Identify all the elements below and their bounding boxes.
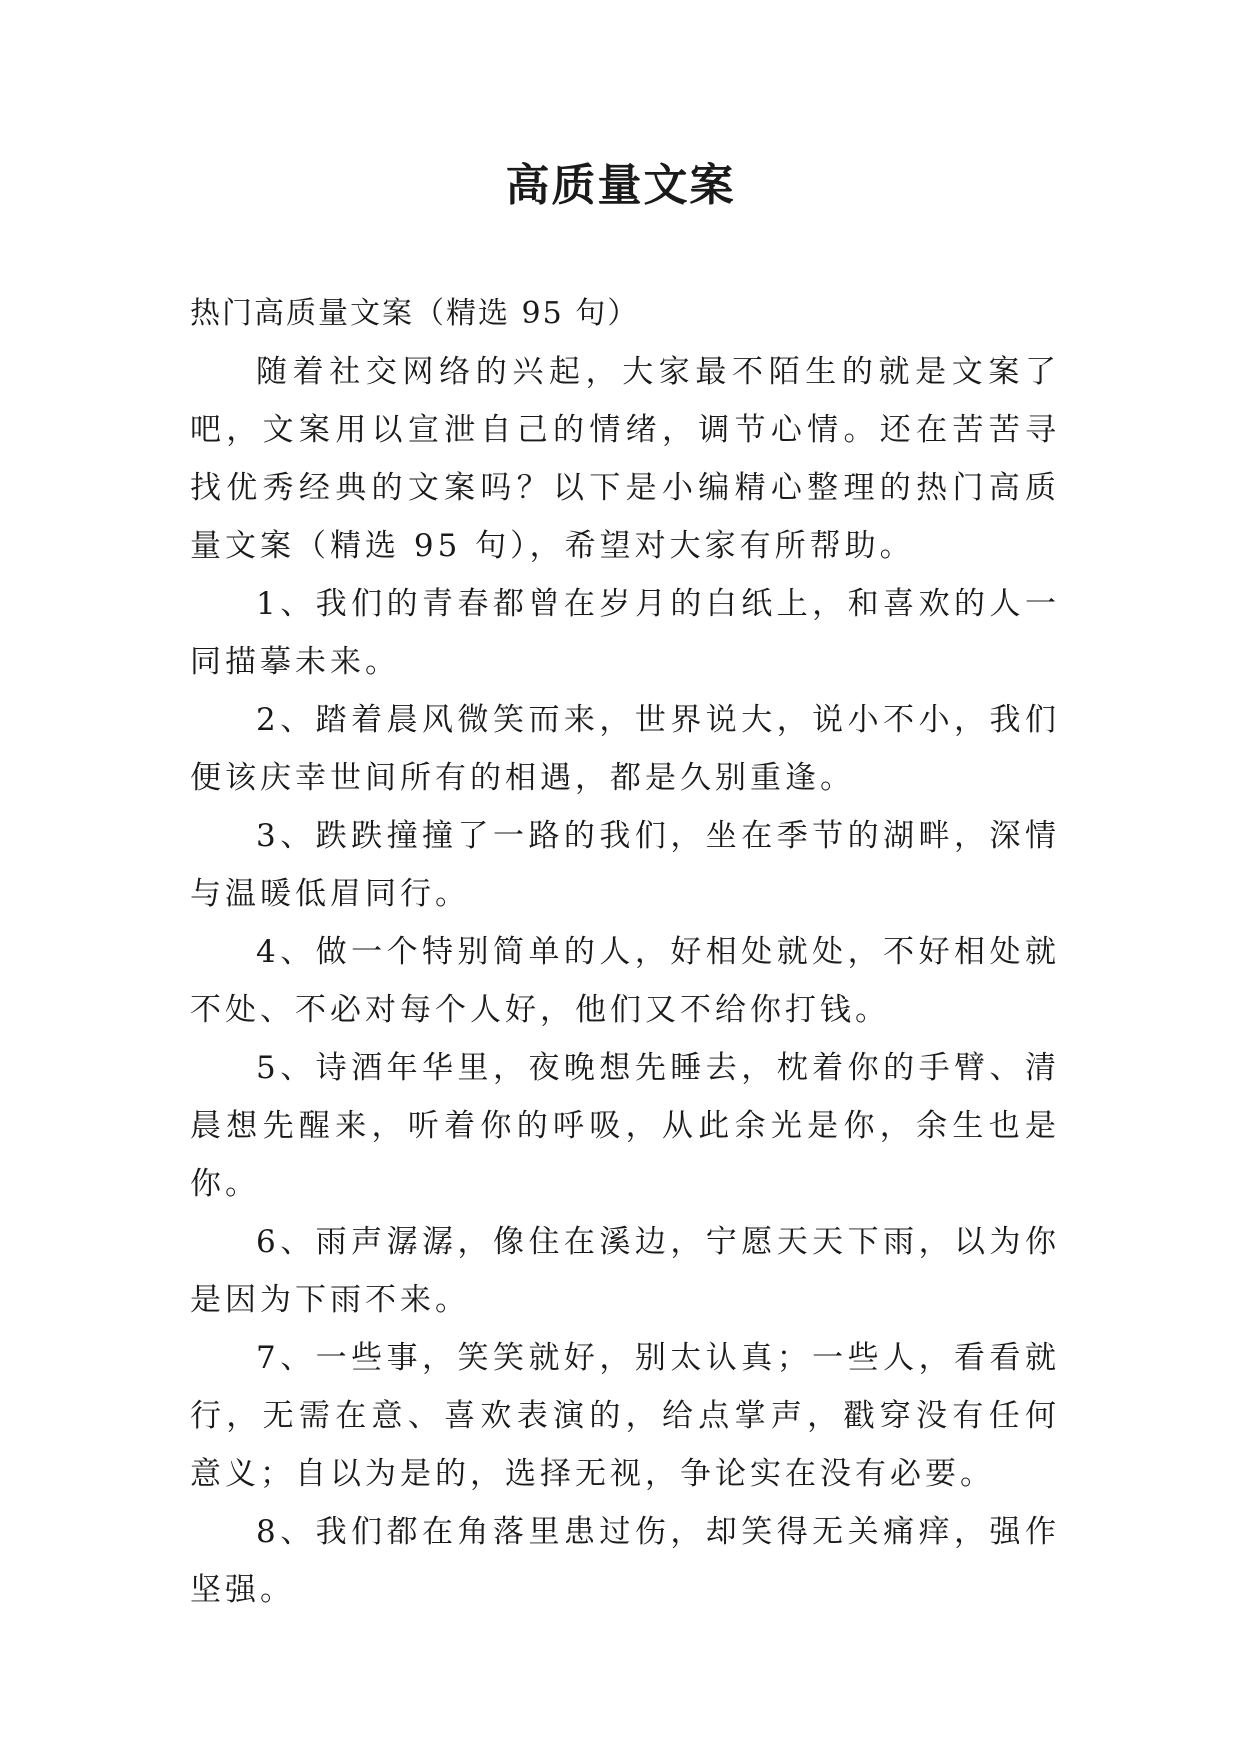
list-item: 7、一些事，笑笑就好，别太认真；一些人，看看就行，无需在意、喜欢表演的，给点掌声，戳穿没有任何意义；自以为是的，选择无视，争论实在没有必要。 [190, 1340, 1060, 1492]
document-title: 高质量文案 [505, 160, 736, 211]
list-item: 2、踏着晨风微笑而来，世界说大，说小不小，我们便该庆幸世间所有的相遇，都是久别重逢。 [190, 702, 1060, 796]
list-item: 5、诗酒年华里，夜晚想先睡去，枕着你的手臂、清晨想先醒来，听着你的呼吸，从此余光是你，余生也是你。 [190, 1050, 1060, 1202]
list-item: 6、雨声潺潺，像住在溪边，宁愿天天下雨，以为你是因为下雨不来。 [190, 1224, 1060, 1318]
list-item: 4、做一个特别简单的人，好相处就处，不好相处就不处、不必对每个人好，他们又不给你打钱。 [190, 934, 1060, 1028]
list-item: 3、跌跌撞撞了一路的我们，坐在季节的湖畔，深情与温暖低眉同行。 [190, 818, 1060, 912]
document-body [190, 285, 1060, 1619]
document-subtitle: 热门高质量文案（精选 95 句） [190, 296, 640, 331]
intro-paragraph: 随着社交网络的兴起，大家最不陌生的就是文案了吧，文案用以宣泄自己的情绪，调节心情。还在苦苦寻找优秀经典的文案吗？以下是小编精心整理的热门高质量文案（精选 95 句），希望对大家有所帮助。 [190, 354, 1060, 564]
list-item: 1、我们的青春都曾在岁月的白纸上，和喜欢的人一同描摹未来。 [190, 586, 1060, 680]
list-item: 8、我们都在角落里患过伤，却笑得无关痛痒，强作坚强。 [190, 1514, 1060, 1608]
